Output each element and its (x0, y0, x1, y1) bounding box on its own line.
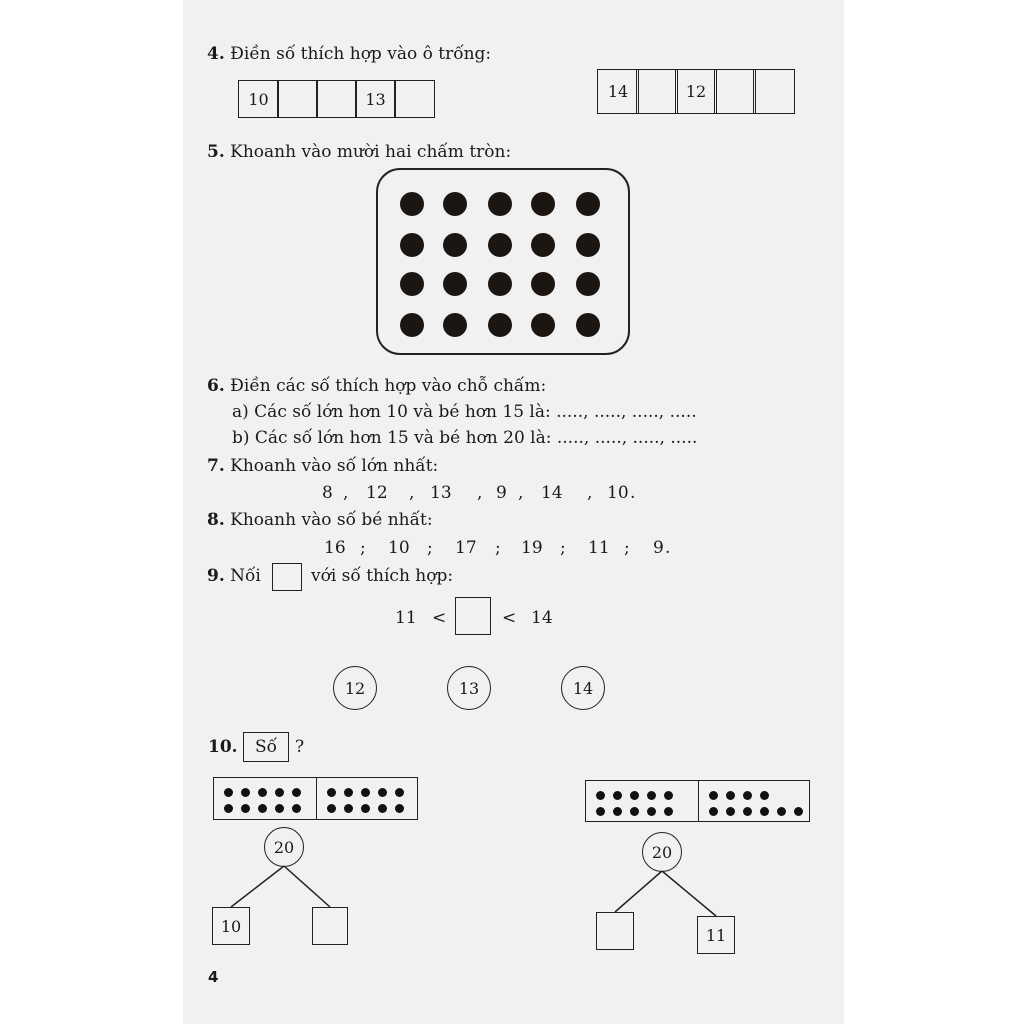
counting-dot (292, 804, 301, 813)
q4-box[interactable] (316, 80, 357, 118)
q8-value[interactable]: 11 (588, 538, 610, 558)
q6-heading (207, 376, 546, 396)
counting-dot (378, 804, 387, 813)
big-dot[interactable] (443, 233, 467, 257)
q8-value[interactable]: 9 (653, 538, 664, 558)
q7-text: Khoanh vào số lớn nhất: (230, 456, 439, 476)
counting-dot (275, 804, 284, 813)
q10-part-box: 11 (697, 916, 735, 954)
counting-dot (344, 788, 353, 797)
q10-total-circle: 20 (264, 827, 304, 867)
big-dot[interactable] (400, 313, 424, 337)
counting-dot (794, 807, 803, 816)
q7-separator: , (587, 483, 593, 503)
q10-total-circle: 20 (642, 832, 682, 872)
big-dot[interactable] (443, 272, 467, 296)
big-dot[interactable] (576, 233, 600, 257)
q8-value[interactable]: 10 (388, 538, 410, 558)
big-dot[interactable] (576, 313, 600, 337)
counting-dot (664, 791, 673, 800)
q6-part-b: b) Các số lớn hơn 15 và bé hơn 20 là: ....., ....., ....., ..... (232, 428, 698, 448)
ten-frame-divider (316, 777, 318, 820)
q7-separator: , (477, 483, 483, 503)
q7-heading (207, 456, 438, 476)
q10-label-box: Số (243, 732, 289, 762)
big-dot[interactable] (576, 192, 600, 216)
q4-box[interactable] (714, 69, 756, 114)
q4-box[interactable] (753, 69, 795, 114)
q4-box[interactable] (394, 80, 435, 118)
q4-box: 13 (355, 80, 396, 118)
q7-value[interactable]: 13 (430, 483, 452, 503)
counting-dot (596, 791, 605, 800)
big-dot[interactable] (531, 192, 555, 216)
counting-dot (378, 788, 387, 797)
big-dot[interactable] (400, 192, 424, 216)
q4-box: 10 (238, 80, 279, 118)
counting-dot (777, 807, 786, 816)
big-dot[interactable] (443, 313, 467, 337)
q4-box[interactable] (636, 69, 678, 114)
counting-dot (664, 807, 673, 816)
big-dot[interactable] (531, 233, 555, 257)
q8-value[interactable]: 19 (521, 538, 543, 558)
q9-heading (207, 566, 261, 586)
counting-dot (327, 788, 336, 797)
q8-separator: ; (360, 538, 366, 558)
q5-number: 5. (207, 142, 225, 162)
counting-dot (241, 804, 250, 813)
counting-dot (344, 804, 353, 813)
counting-dot (630, 807, 639, 816)
q10-question-mark: ? (295, 737, 305, 757)
q4-box[interactable] (277, 80, 318, 118)
q9-less-than-2: < (502, 608, 517, 628)
q9-right-value: 14 (531, 608, 553, 628)
q9-option-circle[interactable]: 14 (561, 666, 605, 710)
q8-separator: ; (427, 538, 433, 558)
counting-dot (743, 791, 752, 800)
q10-part-box: 10 (212, 907, 250, 945)
q9-inline-box (272, 563, 302, 591)
big-dot[interactable] (576, 272, 600, 296)
q9-number: 9. (207, 566, 225, 586)
q8-separator: ; (624, 538, 630, 558)
big-dot[interactable] (488, 192, 512, 216)
q9-option-circle[interactable]: 12 (333, 666, 377, 710)
q9-less-than-1: < (432, 608, 447, 628)
q7-end-mark: . (630, 483, 636, 503)
counting-dot (743, 807, 752, 816)
page-margin (844, 0, 1024, 1024)
counting-dot (613, 791, 622, 800)
counting-dot (630, 791, 639, 800)
counting-dot (275, 788, 284, 797)
counting-dot (327, 804, 336, 813)
q8-text: Khoanh vào số bé nhất: (230, 510, 433, 530)
q6-text: Điền các số thích hợp vào chỗ chấm: (230, 376, 547, 396)
counting-dot (596, 807, 605, 816)
q7-value[interactable]: 10 (607, 483, 629, 503)
counting-dot (760, 807, 769, 816)
counting-dot (395, 804, 404, 813)
q8-end-mark: . (665, 538, 671, 558)
q7-separator: , (518, 483, 524, 503)
q9-text-a: Nối (230, 566, 261, 586)
counting-dot (613, 807, 622, 816)
q4-number: 4. (207, 44, 225, 64)
counting-dot (726, 791, 735, 800)
big-dot[interactable] (443, 192, 467, 216)
counting-dot (292, 788, 301, 797)
q4-text: Điền số thích hợp vào ô trống: (230, 44, 492, 64)
big-dot[interactable] (531, 272, 555, 296)
q5-heading (207, 142, 511, 162)
q4-box: 12 (675, 69, 717, 114)
q4-box: 14 (597, 69, 639, 114)
q7-number: 7. (207, 456, 225, 476)
ten-frame-divider (698, 780, 700, 822)
counting-dot (258, 804, 267, 813)
counting-dot (258, 788, 267, 797)
q7-value[interactable]: 12 (366, 483, 388, 503)
counting-dot (709, 791, 718, 800)
big-dot[interactable] (488, 272, 512, 296)
big-dot[interactable] (400, 233, 424, 257)
q10-part-box[interactable] (312, 907, 348, 945)
counting-dot (760, 791, 769, 800)
counting-dot (726, 807, 735, 816)
q7-value[interactable]: 14 (541, 483, 563, 503)
q6-number: 6. (207, 376, 225, 396)
q9-option-circle[interactable]: 13 (447, 666, 491, 710)
q8-heading (207, 510, 433, 530)
q8-value[interactable]: 17 (455, 538, 477, 558)
q6-part-a: a) Các số lớn hơn 10 và bé hơn 15 là: ....., ....., ....., ..... (232, 402, 697, 422)
q9-answer-box[interactable] (455, 597, 491, 635)
q7-separator: , (409, 483, 415, 503)
q8-separator: ; (560, 538, 566, 558)
counting-dot (241, 788, 250, 797)
q8-separator: ; (495, 538, 501, 558)
counting-dot (224, 804, 233, 813)
q5-text: Khoanh vào mười hai chấm tròn: (230, 142, 512, 162)
q7-separator: , (343, 483, 349, 503)
q7-value[interactable]: 9 (496, 483, 507, 503)
q10-part-box[interactable] (596, 912, 634, 950)
big-dot[interactable] (400, 272, 424, 296)
q10-number: 10. (208, 737, 238, 757)
q4-heading (207, 44, 491, 64)
counting-dot (361, 804, 370, 813)
big-dot[interactable] (531, 313, 555, 337)
counting-dot (709, 807, 718, 816)
page-number: 4 (208, 968, 219, 986)
q8-value[interactable]: 16 (324, 538, 346, 558)
q9-text-b: với số thích hợp: (311, 566, 454, 586)
q8-number: 8. (207, 510, 225, 530)
big-dot[interactable] (488, 233, 512, 257)
big-dot[interactable] (488, 313, 512, 337)
q9-left-value: 11 (395, 608, 417, 628)
q7-value[interactable]: 8 (322, 483, 333, 503)
counting-dot (647, 807, 656, 816)
counting-dot (361, 788, 370, 797)
counting-dot (395, 788, 404, 797)
counting-dot (224, 788, 233, 797)
counting-dot (647, 791, 656, 800)
